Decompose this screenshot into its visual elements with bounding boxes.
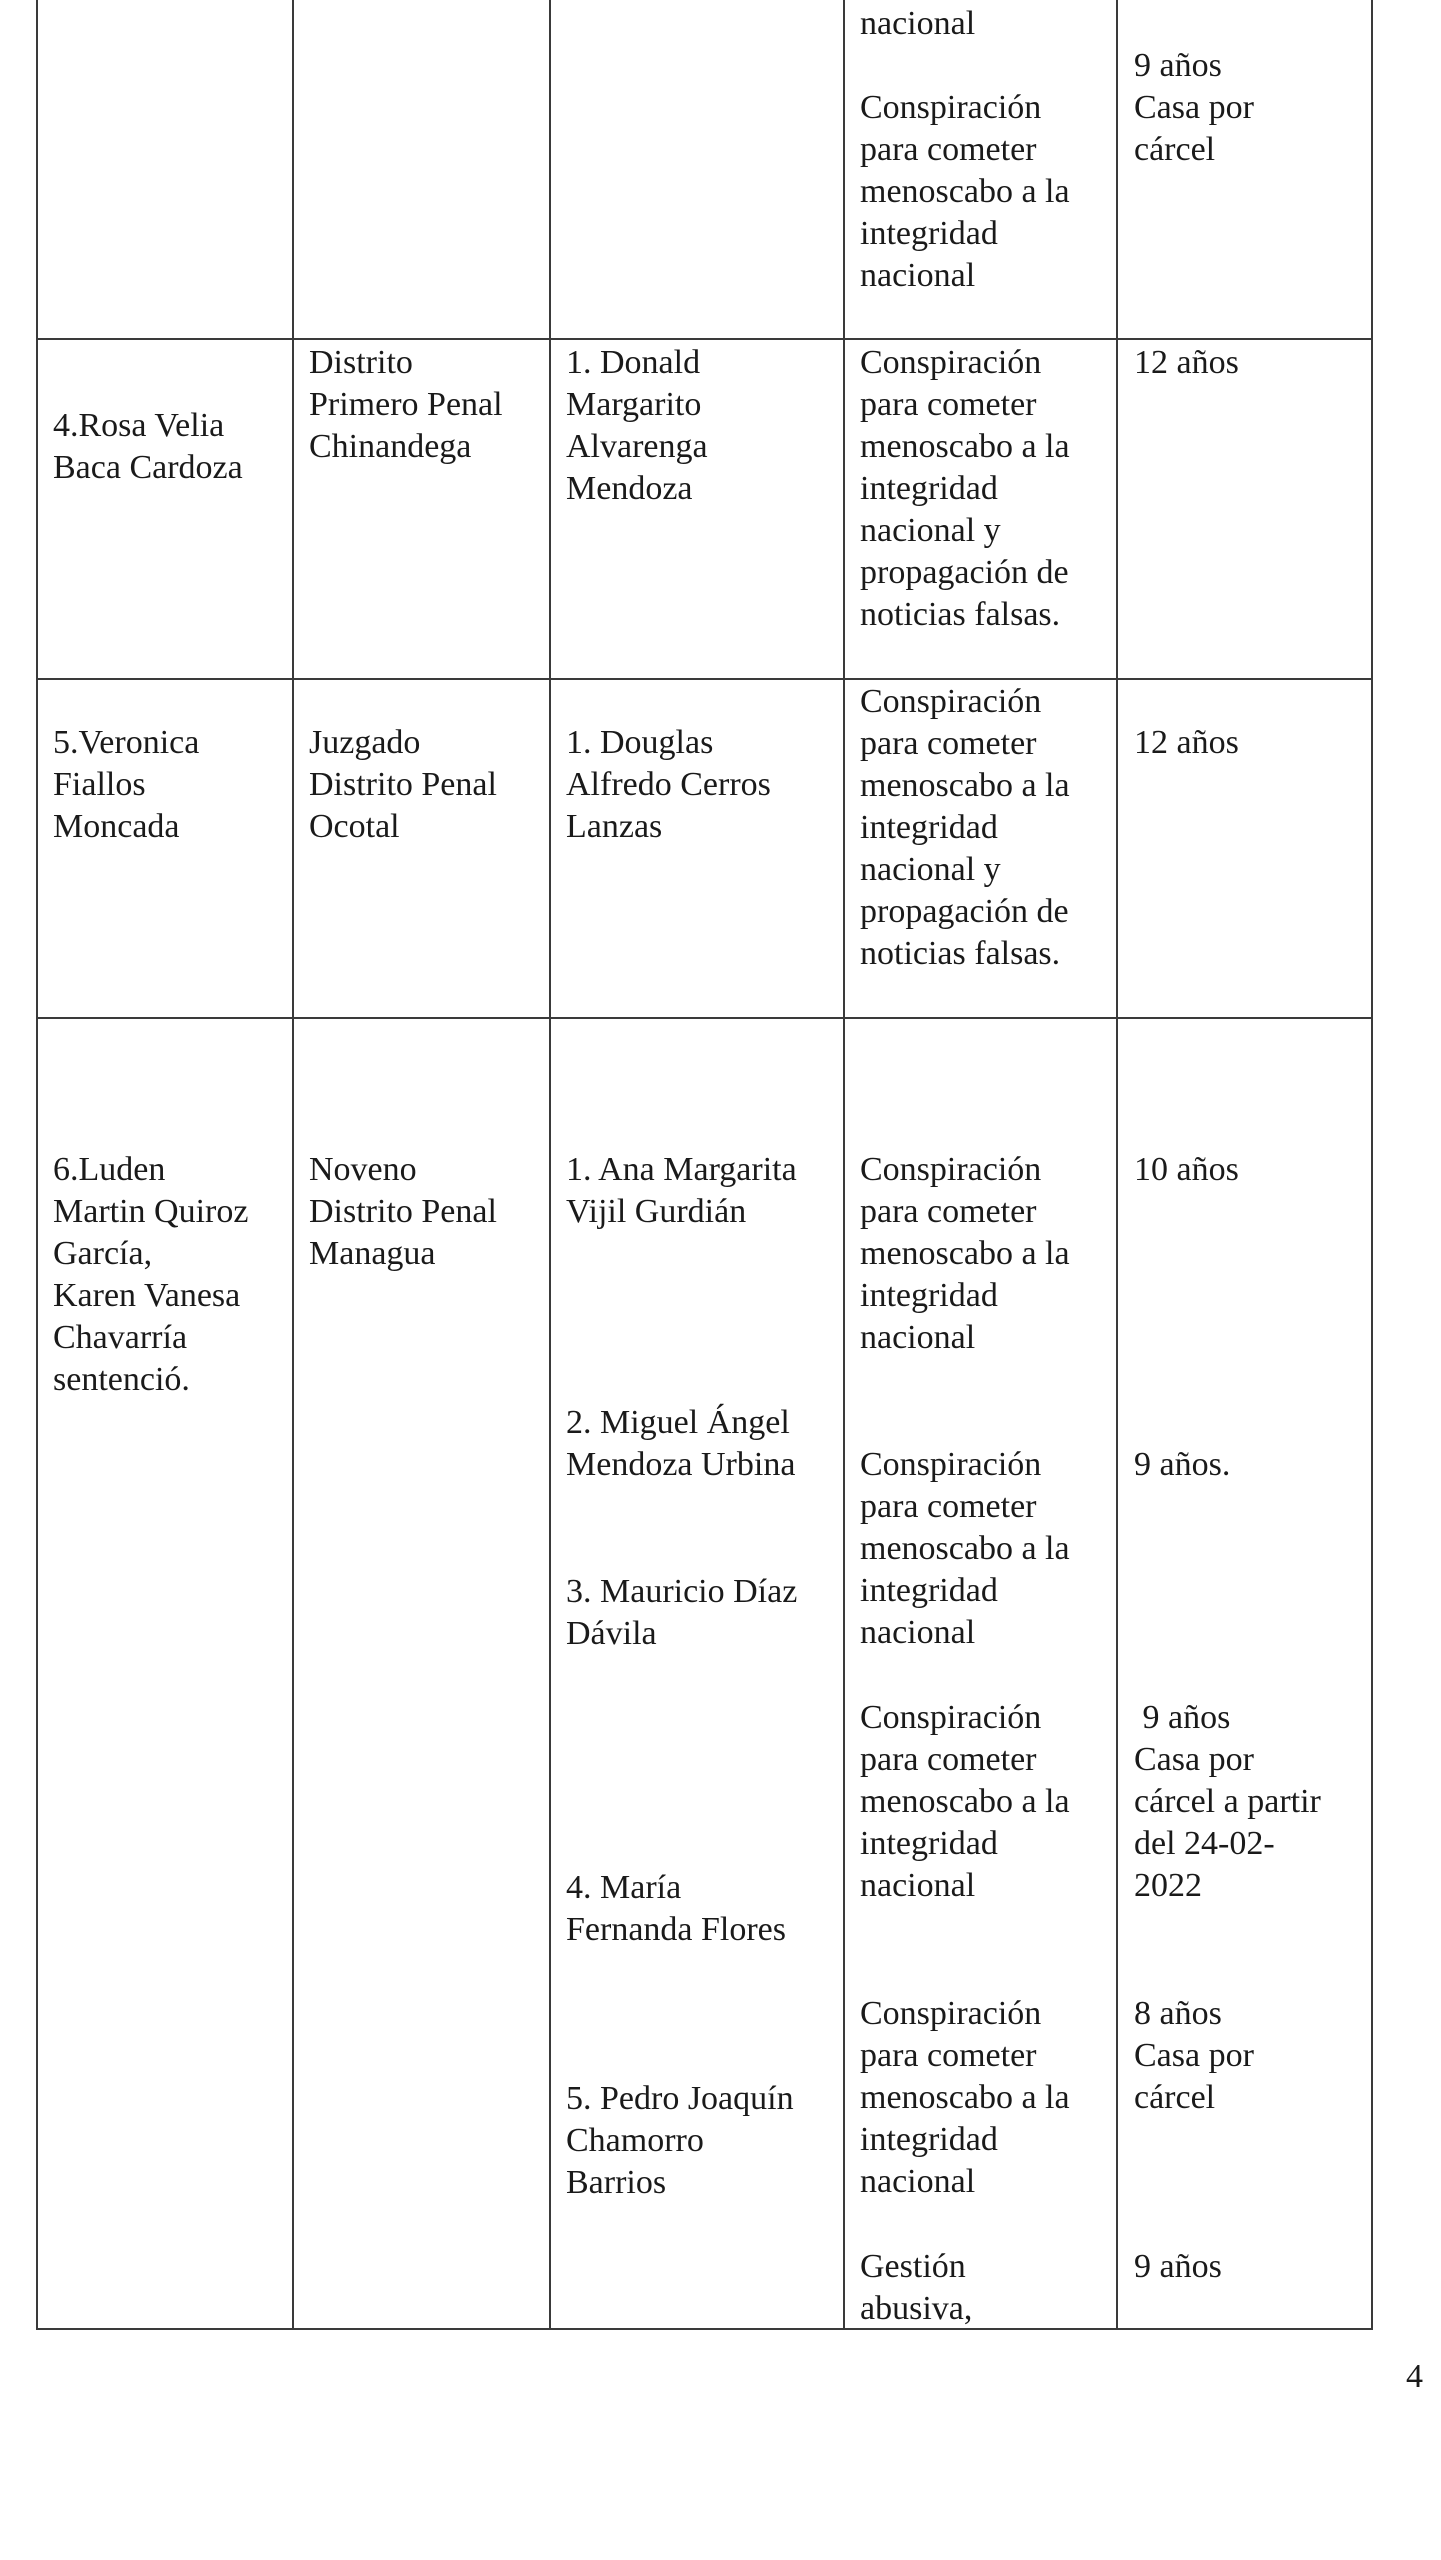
text-line: Alvarenga: [566, 428, 708, 465]
text-line: 12 años: [1134, 724, 1239, 761]
row-divider-1: [36, 338, 1373, 340]
text-line: integridad: [860, 215, 998, 252]
text-line: 2022: [1134, 1867, 1202, 1904]
row6-col3-defendant-4: [566, 1867, 786, 1951]
text-line: Casa por: [1134, 2037, 1254, 2074]
row6-col1-judge: [53, 1149, 248, 1401]
text-line: integridad: [860, 2121, 998, 2158]
text-line: para cometer: [860, 1488, 1037, 1525]
text-line: Conspiración: [860, 683, 1042, 720]
text-line: para cometer: [860, 725, 1037, 762]
text-line: Gestión: [860, 2248, 966, 2285]
row6-col3-defendant-2: [566, 1402, 795, 1486]
text-line: García,: [53, 1235, 153, 1272]
text-line: Conspiración: [860, 89, 1042, 126]
row6-col3-defendant-5: [566, 2078, 794, 2204]
text-line: Distrito Penal: [309, 1193, 497, 1230]
text-line: sentenció.: [53, 1361, 190, 1398]
text-line: menoscabo a la: [860, 1783, 1070, 1820]
text-line: para cometer: [860, 1193, 1037, 1230]
text-line: Barrios: [566, 2164, 667, 2201]
text-line: Conspiración: [860, 1446, 1042, 1483]
text-line: menoscabo a la: [860, 767, 1070, 804]
text-line: Chavarría: [53, 1319, 188, 1356]
table-border-right: [1371, 0, 1373, 2330]
text-line: menoscabo a la: [860, 1530, 1070, 1567]
row3-col5-sentence: [1134, 45, 1254, 171]
text-line: menoscabo a la: [860, 428, 1070, 465]
table-border-left: [36, 0, 38, 2330]
text-line: Conspiración: [860, 1995, 1042, 2032]
text-line: Casa por: [1134, 1741, 1254, 1778]
text-line: Moncada: [53, 808, 180, 845]
row5-col3-defendant: [566, 722, 771, 848]
text-line: 3. Mauricio Díaz: [566, 1573, 798, 1610]
text-line: 12 años: [1134, 344, 1239, 381]
text-line: 9 años: [1134, 2248, 1222, 2285]
row6-col5-sentence-3: [1134, 1697, 1321, 1907]
text-line: Mendoza: [566, 470, 693, 507]
text-line: 4. María: [566, 1869, 682, 1906]
text-line: 5.Veronica: [53, 724, 200, 761]
page-number: 4: [1406, 2358, 1423, 2395]
text-line: nacional: [860, 1867, 976, 1904]
text-line: cárcel a partir: [1134, 1783, 1321, 1820]
table-border-col2: [292, 0, 294, 2330]
text-line: del 24-02-: [1134, 1825, 1275, 1862]
text-line: Managua: [309, 1235, 436, 1272]
text-line: nacional y: [860, 512, 1001, 549]
row6-col2-court: [309, 1149, 497, 1275]
text-line: nacional: [860, 1319, 976, 1356]
text-line: cárcel: [1134, 2079, 1216, 2116]
text-line: propagación de: [860, 554, 1069, 591]
text-line: para cometer: [860, 131, 1037, 168]
table-border-col4: [843, 0, 845, 2330]
text-line: nacional: [860, 257, 976, 294]
text-line: Conspiración: [860, 1699, 1042, 1736]
text-line: Alfredo Cerros: [566, 766, 771, 803]
text-line: Karen Vanesa: [53, 1277, 241, 1314]
text-line: Lanzas: [566, 808, 663, 845]
text-line: Mendoza Urbina: [566, 1446, 796, 1483]
text-line: 5. Pedro Joaquín: [566, 2080, 794, 2117]
row4-col4-charge: [860, 342, 1070, 636]
text-line: Conspiración: [860, 1151, 1042, 1188]
row5-col2-court: [309, 722, 497, 848]
text-line: Conspiración: [860, 344, 1042, 381]
text-line: Chamorro: [566, 2122, 704, 2159]
text-line: 4.Rosa Velia: [53, 407, 225, 444]
text-line: 1. Donald: [566, 344, 701, 381]
text-line: 9 años: [1134, 47, 1222, 84]
row6-col3-defendant-3: [566, 1571, 797, 1655]
text-line: noticias falsas.: [860, 935, 1061, 972]
row-divider-2: [36, 678, 1373, 680]
row4-col2-court: [309, 342, 503, 468]
text-line: para cometer: [860, 386, 1037, 423]
text-line: Chinandega: [309, 428, 472, 465]
row6-col5-sentence-1: [1134, 1149, 1239, 1191]
text-line: Distrito: [309, 344, 413, 381]
text-line: Fiallos: [53, 766, 146, 803]
row3-col4-block-2: [860, 87, 1070, 297]
text-line: nacional: [860, 5, 976, 42]
text-line: Vijil Gurdián: [566, 1193, 747, 1230]
text-line: integridad: [860, 1277, 998, 1314]
table-border-col5: [1116, 0, 1118, 2330]
text-line: 8 años: [1134, 1995, 1222, 2032]
row6-col4-charge-2: [860, 1444, 1070, 1654]
text-line: nacional y: [860, 851, 1001, 888]
text-line: integridad: [860, 1825, 998, 1862]
text-line: abusiva,: [860, 2290, 973, 2327]
row5-col4-charge: [860, 681, 1070, 975]
row4-col5-sentence: [1134, 342, 1239, 384]
text-line: Casa por: [1134, 89, 1254, 126]
text-line: 2. Miguel Ángel: [566, 1404, 790, 1441]
text-line: Dávila: [566, 1615, 657, 1652]
row6-col4-charge-1: [860, 1149, 1070, 1359]
text-line: integridad: [860, 470, 998, 507]
row6-col5-sentence-4: [1134, 1993, 1254, 2119]
text-line: 9 años.: [1134, 1446, 1231, 1483]
text-line: Baca Cardoza: [53, 449, 243, 486]
text-line: noticias falsas.: [860, 596, 1061, 633]
text-line: 9 años: [1134, 1699, 1231, 1736]
text-line: Margarito: [566, 386, 702, 423]
row6-col4-charge-5: [860, 2246, 972, 2330]
text-line: Primero Penal: [309, 386, 503, 423]
text-line: 10 años: [1134, 1151, 1239, 1188]
row5-col1-judge: [53, 722, 199, 848]
text-line: menoscabo a la: [860, 2079, 1070, 2116]
text-line: integridad: [860, 809, 998, 846]
text-line: propagación de: [860, 893, 1069, 930]
row6-col5-sentence-5: [1134, 2246, 1222, 2288]
text-line: Fernanda Flores: [566, 1911, 787, 1948]
text-line: menoscabo a la: [860, 173, 1070, 210]
text-line: Ocotal: [309, 808, 400, 845]
text-line: para cometer: [860, 2037, 1037, 2074]
text-line: nacional: [860, 2163, 976, 2200]
row3-col4-block-1: [860, 3, 975, 45]
row6-col5-sentence-2: [1134, 1444, 1230, 1486]
text-line: nacional: [860, 1614, 976, 1651]
row6-col3-defendant-1: [566, 1149, 797, 1233]
row4-col1-judge: [53, 405, 243, 489]
row4-col3-defendant: [566, 342, 708, 510]
row5-col5-sentence: [1134, 722, 1239, 764]
row6-col4-charge-4: [860, 1993, 1070, 2203]
text-line: Noveno: [309, 1151, 417, 1188]
text-line: menoscabo a la: [860, 1235, 1070, 1272]
row6-col4-charge-3: [860, 1697, 1070, 1907]
text-line: Martin Quiroz: [53, 1193, 249, 1230]
text-line: integridad: [860, 1572, 998, 1609]
row-divider-3: [36, 1017, 1373, 1019]
text-line: Distrito Penal: [309, 766, 497, 803]
text-line: 1. Douglas: [566, 724, 714, 761]
text-line: para cometer: [860, 1741, 1037, 1778]
text-line: 6.Luden: [53, 1151, 166, 1188]
table-border-col3: [549, 0, 551, 2330]
text-line: 1. Ana Margarita: [566, 1151, 797, 1188]
text-line: cárcel: [1134, 131, 1216, 168]
text-line: Juzgado: [309, 724, 421, 761]
table-border-bottom: [36, 2328, 1373, 2330]
